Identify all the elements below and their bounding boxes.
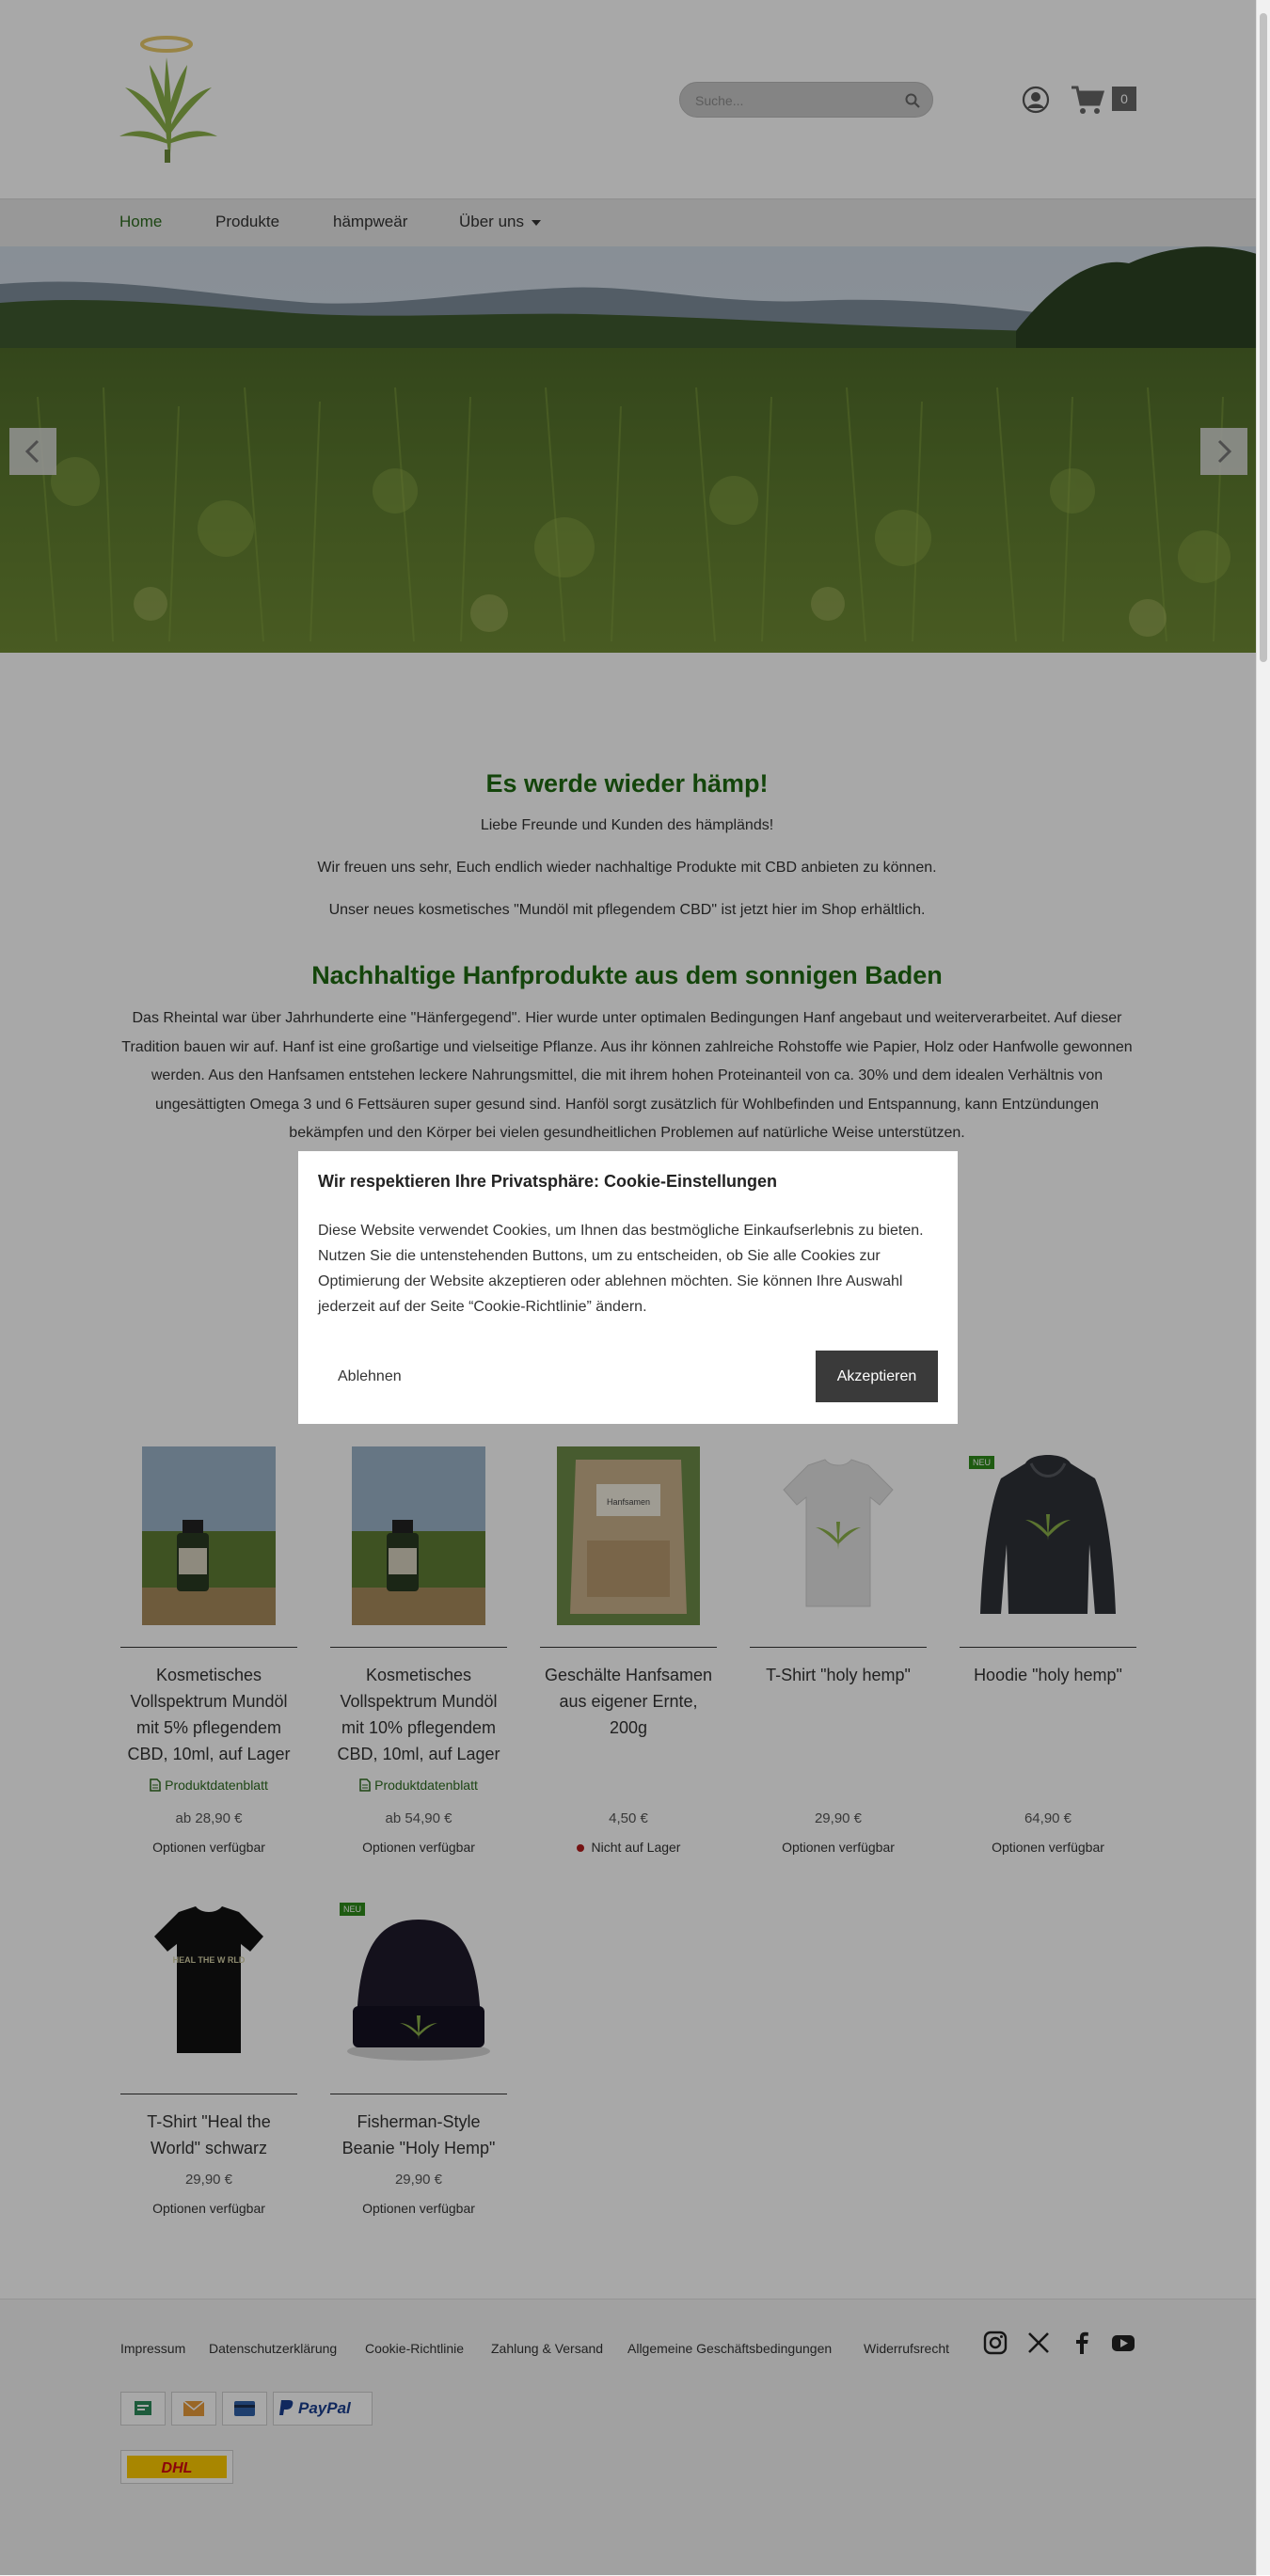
new-badge: NEU bbox=[340, 1903, 365, 1916]
dhl-label: DHL bbox=[161, 2460, 193, 2476]
cookie-dialog-title: Wir respektieren Ihre Privatsphäre: Cookie-Einstellungen bbox=[318, 1172, 777, 1191]
product-price: ab 28,90 € bbox=[175, 1810, 243, 1826]
bag-label: Hanfsamen bbox=[606, 1497, 651, 1507]
footer-link-cookie-policy[interactable]: Cookie-Richtlinie bbox=[365, 2341, 465, 2356]
nav-item-products[interactable]: Produkte bbox=[215, 213, 280, 230]
cart-count-badge[interactable]: 0 bbox=[1112, 87, 1136, 111]
scrollbar-thumb[interactable] bbox=[1260, 13, 1267, 662]
product-price: 29,90 € bbox=[394, 2172, 443, 2188]
footer-link-privacy[interactable]: Datenschutzerklärung bbox=[209, 2341, 338, 2356]
availability-label: Nicht auf Lager bbox=[591, 1840, 681, 1855]
datasheet-label: Produktdatenblatt bbox=[165, 1778, 268, 1793]
product-name[interactable]: Fisherman-Style Beanie "Holy Hemp" bbox=[341, 2112, 496, 2157]
footer-link-payment-shipping[interactable]: Zahlung & Versand bbox=[491, 2341, 604, 2356]
decline-cookies-button[interactable]: Ablehnen bbox=[318, 1351, 426, 1402]
product-availability: Optionen verfügbar bbox=[362, 1840, 475, 1855]
product-name[interactable]: Hoodie "holy hemp" bbox=[974, 1666, 1122, 1684]
nav-item-about-label: Über uns bbox=[459, 213, 524, 230]
product-price: 29,90 € bbox=[814, 1810, 863, 1826]
product-price: 64,90 € bbox=[1024, 1810, 1072, 1826]
nav-item-hampwear[interactable]: hämpweär bbox=[333, 213, 408, 230]
section-title: Nachhaltige Hanfprodukte aus dem sonnigen Baden bbox=[311, 961, 943, 989]
scrollbar[interactable] bbox=[1256, 0, 1270, 2575]
product-availability: Optionen verfügbar bbox=[992, 1840, 1104, 1855]
product-name[interactable]: T-Shirt "Heal the World" schwarz bbox=[147, 2112, 271, 2157]
cookie-dialog bbox=[298, 1151, 958, 1424]
paypal-label: PayPal bbox=[298, 2399, 351, 2417]
intro-greeting: Liebe Freunde und Kunden des hämpländs! bbox=[480, 817, 774, 833]
product-name[interactable]: T-Shirt "holy hemp" bbox=[766, 1666, 911, 1684]
product-price: ab 54,90 € bbox=[385, 1810, 452, 1826]
new-badge: NEU bbox=[969, 1456, 994, 1469]
footer-link-terms[interactable]: Allgemeine Geschäftsbedingungen bbox=[627, 2341, 833, 2356]
intro-title: Es werde wieder hämp! bbox=[485, 769, 769, 798]
product-availability: Optionen verfügbar bbox=[362, 2201, 475, 2216]
product-availability: Optionen verfügbar bbox=[152, 1840, 265, 1855]
product-availability: Optionen verfügbar bbox=[782, 1840, 895, 1855]
product-availability: Optionen verfügbar bbox=[152, 2201, 265, 2216]
intro-line-1: Wir freuen uns sehr, Euch endlich wieder nachhaltige Produkte mit CBD anbieten zu können. bbox=[317, 860, 937, 876]
accept-cookies-button[interactable]: Akzeptieren bbox=[816, 1351, 938, 1402]
intro-line-2: Unser neues kosmetisches "Mundöl mit pflegendem CBD" ist jetzt hier im Shop erhältlich. bbox=[328, 902, 926, 918]
shirt-print: HEAL THE W RLD bbox=[172, 1955, 246, 1965]
cookie-dialog-text: Diese Website verwendet Cookies, um Ihnen das bestmögliche Einkaufserlebnis zu bieten. Nutzen Sie die untenstehenden Buttons, um zu entscheiden, ob Sie alle Cookies zur Optimierung der Website akzeptieren oder ablehnen möchten. Sie können Ihre Auswahl jederzeit auf der Seite “Cookie-Richtlinie” ändern. bbox=[318, 1223, 924, 1315]
footer-link-impressum[interactable]: Impressum bbox=[120, 2341, 186, 2356]
nav-item-home[interactable]: Home bbox=[119, 213, 163, 230]
product-name[interactable]: Kosmetisches Vollspektrum Mundöl mit 5% pflegendem CBD, 10ml, auf Lager bbox=[127, 1666, 291, 1763]
datasheet-label: Produktdatenblatt bbox=[374, 1778, 478, 1793]
product-name[interactable]: Kosmetisches Vollspektrum Mundöl mit 10% pflegendem CBD, 10ml, auf Lager bbox=[337, 1666, 500, 1763]
footer-link-withdrawal[interactable]: Widerrufsrecht bbox=[864, 2341, 950, 2356]
product-price: 4,50 € bbox=[609, 1810, 648, 1826]
section-text: Das Rheintal war über Jahrhunderte eine "Hänfergegend". Hier wurde unter optimalen Bedingungen Hanf angebaut und weiterverarbeitet. Auf dieser Tradition bauen wir auf. Hanf ist eine großartige und vielseitige Pflanze. Aus ihr können zahlreiche Rohstoffe wie Papier, Holz oder Hanfwolle gewonnen werden. Aus den Hanfsamen entstehen leckere Nahrungsmittel, die mit ihrem hohen Proteinanteil von ca. 30% und dem idealen Verhältnis von ungesättigten Omega 3 und 6 Fettsäuren super gesund sind. Hanföl sorgt zusätzlich für Wohlbefinden und Entspannung, kann Entzündungen bekämpfen und den Körper bei vielen gesundheitlichen Problemen auf natürliche Weise unterstützen. bbox=[121, 1010, 1133, 1141]
product-name[interactable]: Geschälte Hanfsamen aus eigener Ernte, 200g bbox=[544, 1666, 713, 1737]
product-price: 29,90 € bbox=[184, 2172, 233, 2188]
